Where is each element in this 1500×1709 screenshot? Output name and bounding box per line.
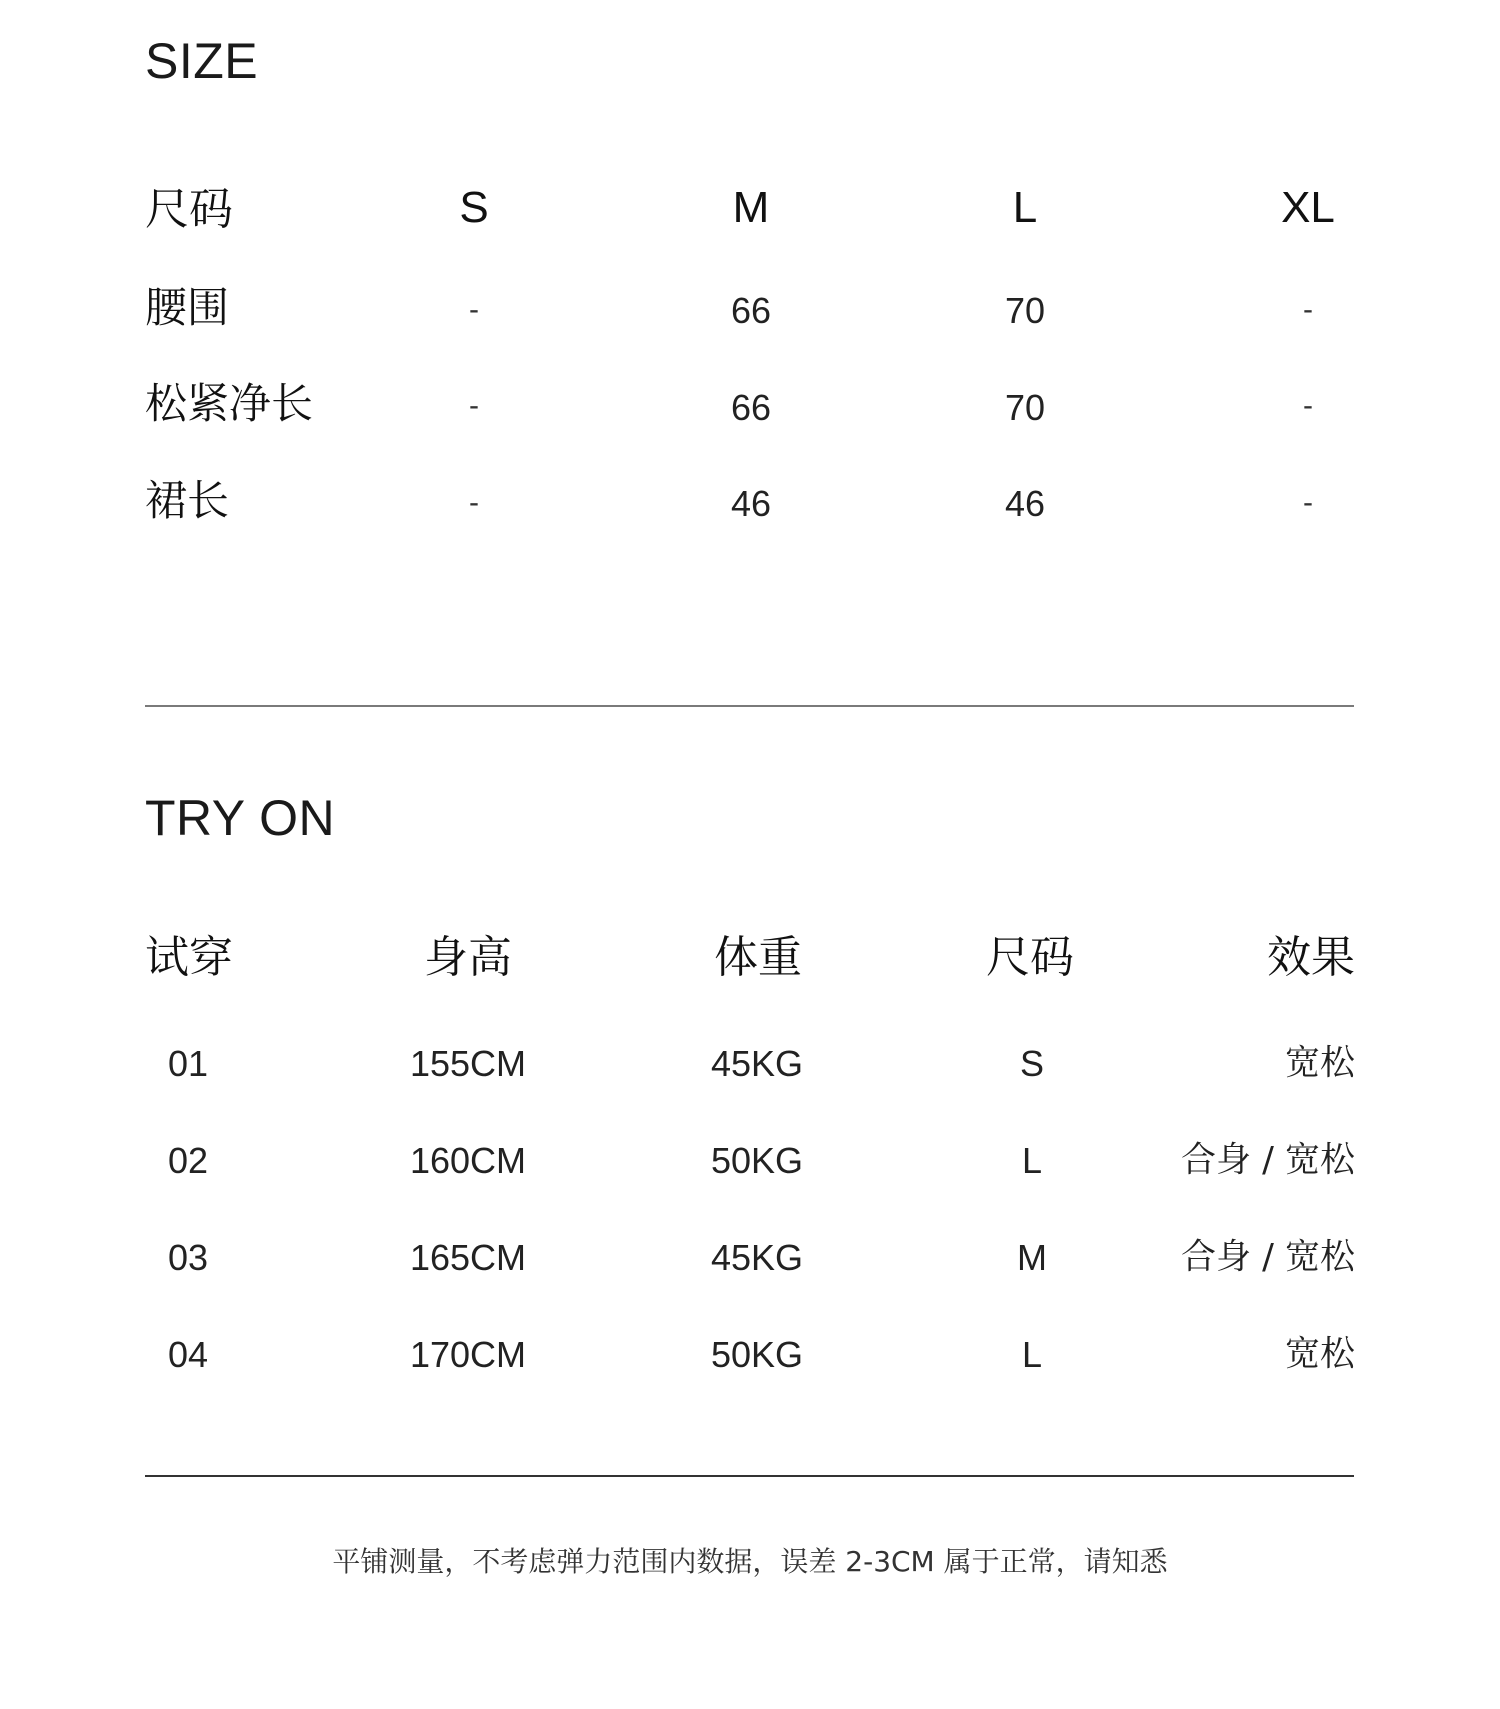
tryon-section-title: TRY ON: [145, 790, 336, 846]
section-divider: [145, 705, 1354, 707]
size-value: 66: [730, 387, 772, 428]
tryon-cell-height: 170CM: [409, 1334, 527, 1375]
tryon-cell-weight: 50KG: [710, 1334, 804, 1375]
size-header-xl: XL: [1281, 183, 1335, 232]
tryon-cell-id: 03: [167, 1237, 209, 1278]
size-value: -: [1303, 486, 1313, 519]
size-value: 66: [730, 290, 772, 331]
size-value: -: [469, 293, 479, 326]
size-header-m: M: [732, 183, 770, 232]
tryon-cell-size: L: [1021, 1140, 1043, 1181]
tryon-header-height: 身高: [424, 932, 512, 983]
tryon-cell-height: 155CM: [409, 1043, 527, 1084]
measurement-footnote: 平铺测量，不考虑弹力范围内数据，误差 2-3CM 属于正常，请知悉: [332, 1545, 1168, 1578]
size-row-label-skirt-length: 裙长: [145, 476, 230, 525]
tryon-cell-id: 02: [167, 1140, 209, 1181]
tryon-cell-weight: 45KG: [710, 1237, 804, 1278]
tryon-cell-weight: 50KG: [710, 1140, 804, 1181]
tryon-header-effect: 效果: [1267, 932, 1355, 983]
size-row-label-waist: 腰围: [145, 283, 230, 332]
tryon-cell-size: S: [1019, 1043, 1045, 1084]
tryon-header-trial: 试穿: [145, 932, 233, 983]
tryon-cell-effect: 宽松: [1284, 1043, 1355, 1084]
size-value: -: [1303, 389, 1313, 422]
size-value: 46: [730, 483, 772, 524]
tryon-cell-height: 160CM: [409, 1140, 527, 1181]
bottom-divider: [145, 1475, 1354, 1477]
tryon-cell-id: 01: [167, 1043, 209, 1084]
size-row-label-elastic-length: 松紧净长: [145, 379, 314, 428]
tryon-cell-effect: 合身 / 宽松: [1180, 1237, 1355, 1278]
size-header-l: L: [1012, 183, 1038, 232]
tryon-cell-size: M: [1017, 1237, 1047, 1278]
size-header-s: S: [459, 183, 489, 232]
tryon-cell-weight: 45KG: [710, 1043, 804, 1084]
tryon-header-weight: 体重: [714, 932, 802, 983]
tryon-cell-effect: 合身 / 宽松: [1180, 1140, 1355, 1181]
tryon-cell-effect: 宽松: [1284, 1334, 1355, 1375]
tryon-header-size: 尺码: [986, 932, 1074, 983]
size-value: 46: [1004, 483, 1046, 524]
size-value: -: [1303, 293, 1313, 326]
tryon-cell-size: L: [1021, 1334, 1043, 1375]
size-value: -: [469, 389, 479, 422]
size-section-title: SIZE: [145, 33, 259, 89]
size-header-label: 尺码: [145, 184, 233, 235]
size-value: -: [469, 486, 479, 519]
size-value: 70: [1004, 290, 1046, 331]
tryon-cell-height: 165CM: [409, 1237, 527, 1278]
size-value: 70: [1004, 387, 1046, 428]
tryon-cell-id: 04: [167, 1334, 209, 1375]
